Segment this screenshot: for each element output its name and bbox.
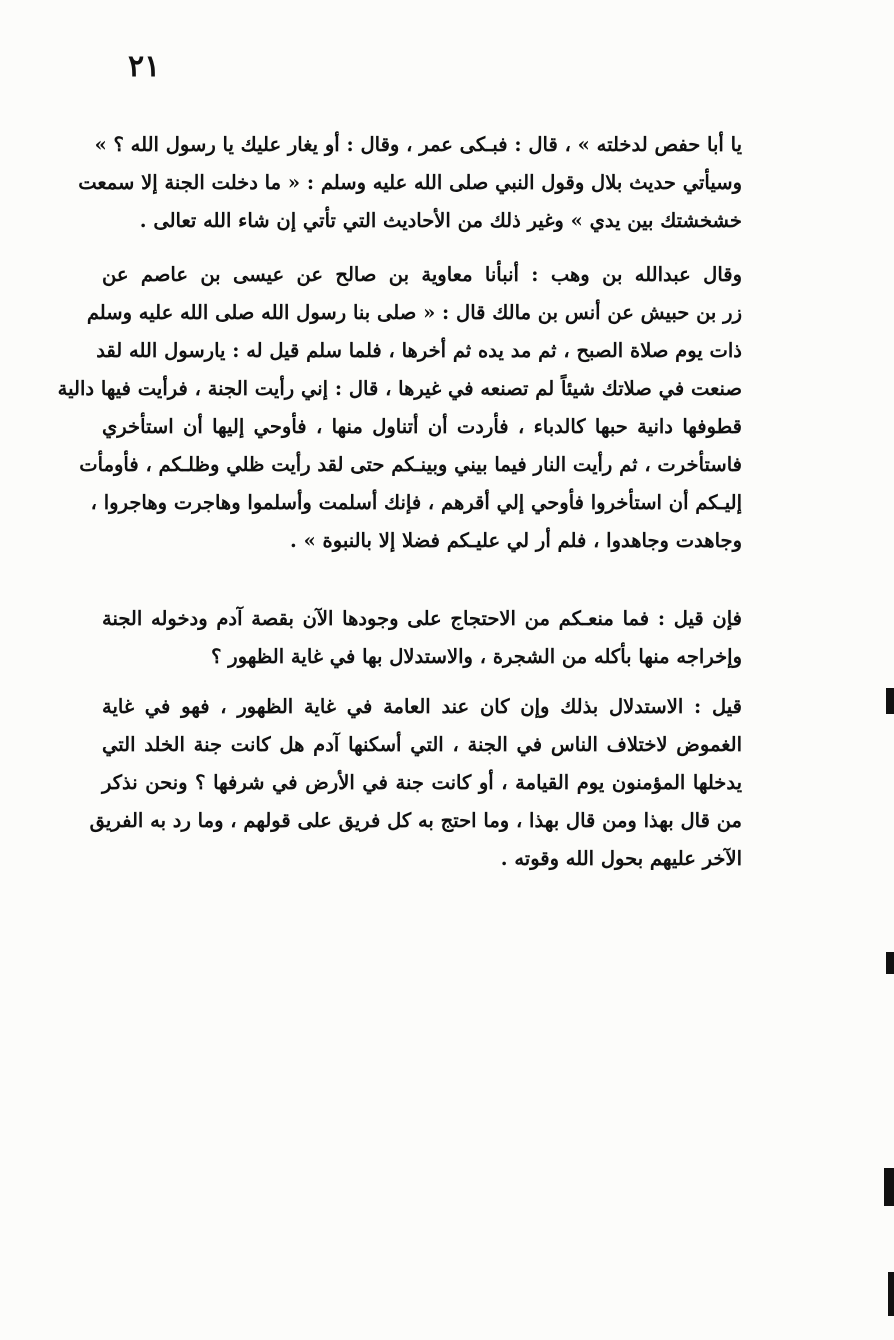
scan-edge-mark (886, 952, 894, 974)
text-line: قطوفها دانية حبها كالدباء ، فأردت أن أتناول منها ، فأوحي إليها أن استأخري (102, 415, 742, 438)
text-line: إليـكم أن استأخروا فأوحي إلي أقرهم ، فإنك أسلمت وأسلموا وهاجرت وهاجروا ، (90, 491, 742, 514)
text-line: الآخر عليهم بحول الله وقوته . (500, 847, 742, 870)
paragraph-4 (89, 688, 742, 878)
text-line: وجاهدت وجاهدوا ، فلم أر لي عليـكم فضلا إلا بالنبوة » . (290, 529, 742, 552)
text-line: يا أبا حفص لدخلته » ، قال : فبـكى عمر ، وقال : أو يغار عليك يا رسول الله ؟ » (94, 133, 742, 156)
text-line: زر بن حبيش عن أنس بن مالك قال : « صلى بنا رسول الله صلى الله عليه وسلم (86, 301, 742, 324)
text-line: وإخراجه منها بأكله من الشجرة ، والاستدلال بها في غاية الظهور ؟ (211, 645, 742, 668)
text-line: صنعت في صلاتك شيئاً لم تصنعه في غيرها ، قال : إني رأيت الجنة ، فرأيت فيها دالية (57, 377, 742, 400)
text-line: وقال عبدالله بن وهب : أنبأنا معاوية بن صالح عن عيسى بن عاصم عن (102, 263, 742, 286)
text-line: من قال بهذا ومن قال بهذا ، وما احتج به كل فريق على قولهم ، وما رد به الفريق (89, 809, 742, 832)
text-line: خشخشتك بين يدي » وغير ذلك من الأحاديث التي تأتي إن شاء الله تعالى . (139, 209, 742, 232)
text-line: يدخلها المؤمنون يوم القيامة ، أو كانت جنة في الأرض في شرفها ؟ ونحن نذكر (102, 771, 742, 794)
scan-edge-mark (886, 688, 894, 714)
paragraph-1 (78, 126, 742, 240)
text-line: فاستأخرت ، ثم رأيت النار فيما بيني وبينـكم حتى لقد رأيت ظلي وظلـكم ، فأومأت (79, 453, 742, 476)
text-line: ذات يوم صلاة الصبح ، ثم مد يده ثم أخرها ، فلما سلم قيل له : يارسول الله لقد (96, 339, 742, 362)
text-line: الغموض لاختلاف الناس في الجنة ، التي أسكنها آدم هل كانت جنة الخلد التي (102, 733, 742, 756)
text-line: فإن قيل : فما منعـكم من الاحتجاج على وجودها الآن بقصة آدم ودخوله الجنة (102, 607, 742, 630)
paragraph-3 (102, 600, 742, 676)
text-line: وسيأتي حديث بلال وقول النبي صلى الله عليه وسلم : « ما دخلت الجنة إلا سمعت (78, 171, 742, 194)
scan-edge-mark (888, 1272, 894, 1316)
scan-edge-mark (884, 1168, 894, 1206)
page-number: ٢١ (128, 49, 161, 84)
paragraph-2 (57, 256, 742, 560)
text-line: قيل : الاستدلال بذلك وإن كان عند العامة في غاية الظهور ، فهو في غاية (102, 695, 742, 718)
